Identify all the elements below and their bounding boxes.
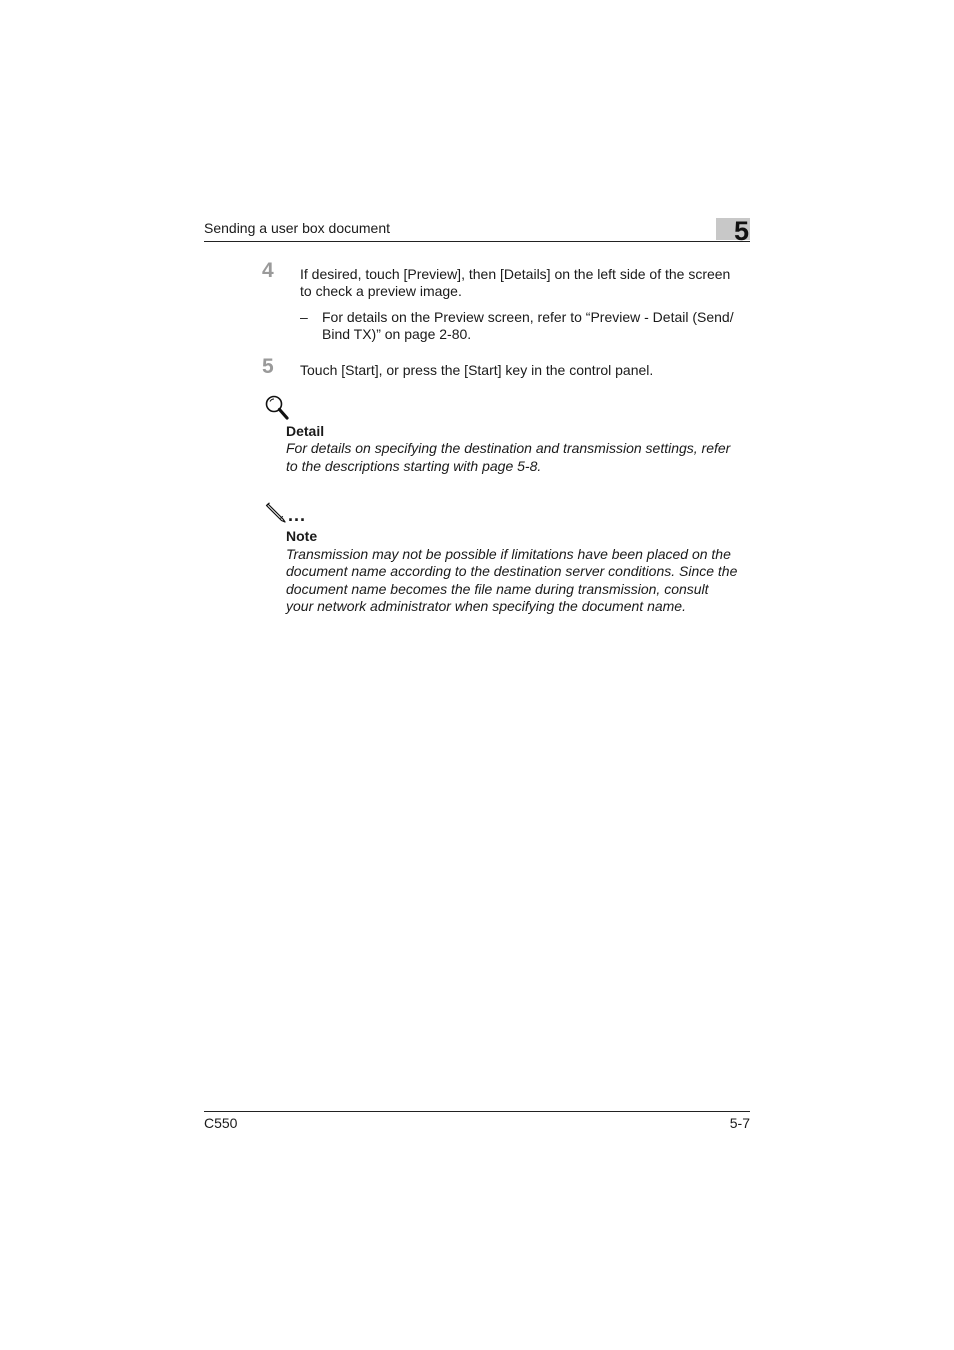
detail-label: Detail: [286, 423, 325, 439]
running-header-title: Sending a user box document: [204, 220, 391, 236]
note-text-line: Transmission may not be possible if limitations have been placed on the: [286, 546, 731, 562]
bullet-dash: –: [300, 309, 308, 325]
note-text-line: your network administrator when specifying the document name.: [286, 598, 686, 614]
step-text-line: If desired, touch [Preview], then [Details] on the left side of the screen: [300, 266, 731, 282]
detail-text-line: For details on specifying the destination and transmission settings, refer: [286, 440, 731, 456]
footer-model: C550: [204, 1115, 238, 1131]
note-text-line: document name becomes the file name during transmission, consult: [286, 581, 709, 597]
note-label: Note: [286, 528, 318, 544]
detail-text-line: to the descriptions starting with page 5-8.: [286, 458, 542, 474]
footer-rule: [204, 1111, 750, 1112]
footer-page-number: 5-7: [729, 1115, 750, 1131]
step-number: 4: [262, 259, 274, 282]
header-rule: [204, 241, 750, 242]
pencil-icon: [264, 500, 288, 524]
sub-step-text-line: Bind TX)” on page 2-80.: [322, 326, 472, 342]
note-text-line: document name according to the destination server conditions. Since the: [286, 563, 738, 579]
step-number: 5: [262, 355, 274, 378]
step-text-line: to check a preview image.: [300, 283, 462, 299]
note-ellipsis: ...: [288, 505, 307, 525]
magnifier-icon: [264, 394, 290, 422]
step-text-line: Touch [Start], or press the [Start] key in the control panel.: [300, 362, 654, 378]
sub-step-text-line: For details on the Preview screen, refer to “Preview - Detail (Send/: [322, 309, 734, 325]
chapter-number: 5: [733, 216, 749, 246]
